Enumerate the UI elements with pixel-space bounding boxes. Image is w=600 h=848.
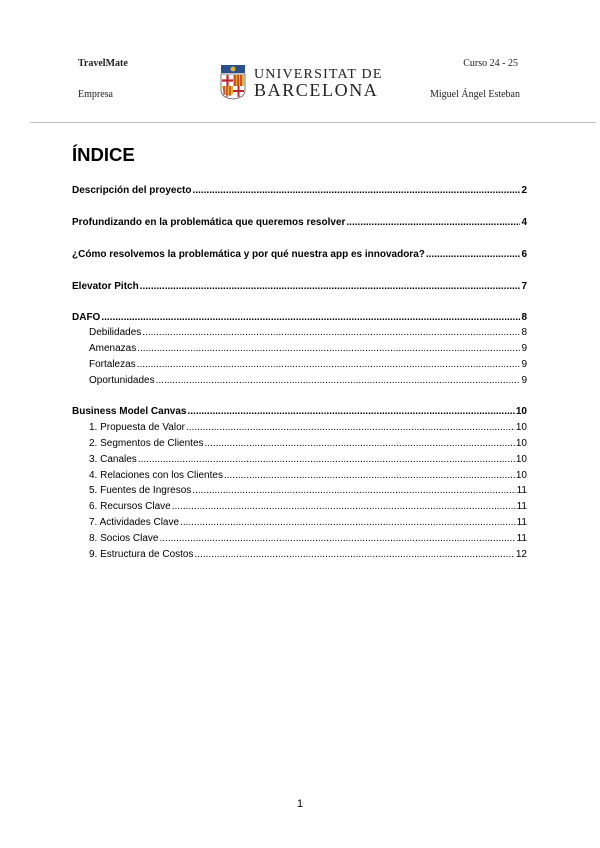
toc-entry-page: 9 (521, 375, 527, 386)
toc-leader-dots (101, 311, 520, 324)
toc-entry-label: Business Model Canvas (72, 406, 187, 417)
toc-leader-dots (192, 184, 520, 197)
logo-line-2: BARCELONA (254, 80, 379, 100)
toc-leader-dots (186, 421, 515, 434)
university-seal-icon (220, 64, 246, 100)
toc-entry-page: 11 (516, 501, 527, 512)
toc-subentry[interactable] (89, 437, 527, 450)
toc-subentry[interactable] (89, 532, 527, 545)
toc-entry-label: 5. Fuentes de Ingresos (89, 485, 192, 496)
toc-entry-label: 7. Actividades Clave (89, 517, 180, 528)
toc-subentry[interactable] (89, 326, 527, 339)
toc-entry-label: 1. Propuesta de Valor (89, 422, 185, 433)
toc-leader-dots (346, 216, 520, 229)
toc-leader-dots (224, 469, 515, 482)
toc-leader-dots (187, 405, 514, 418)
header-divider (30, 122, 596, 123)
toc-entry-page: 10 (515, 406, 527, 417)
toc-entry-page: 6 (521, 249, 527, 260)
toc-entry-label: Debilidades (89, 327, 142, 338)
toc-entry[interactable] (72, 405, 527, 418)
toc-leader-dots (426, 248, 521, 261)
toc-entry-page: 10 (515, 438, 527, 449)
toc-subentry[interactable] (89, 500, 527, 513)
header-section-label: Empresa (78, 89, 113, 100)
toc-entry-page: 10 (515, 470, 527, 481)
toc-entry-label: 6. Recursos Clave (89, 501, 171, 512)
toc-leader-dots (140, 280, 521, 293)
toc-leader-dots (142, 326, 520, 339)
toc-subentry[interactable] (89, 469, 527, 482)
toc-leader-dots (137, 342, 520, 355)
toc-subentry[interactable] (89, 374, 527, 387)
toc-entry[interactable] (72, 248, 527, 261)
toc-entry-page: 11 (516, 533, 527, 544)
toc-entry[interactable] (72, 184, 527, 197)
toc-entry-label: Amenazas (89, 343, 137, 354)
page-number: 1 (296, 798, 304, 810)
toc-entry-label: Descripción del proyecto (72, 185, 192, 196)
toc-entry-page: 2 (521, 185, 527, 196)
toc-entry-label: DAFO (72, 312, 101, 323)
toc-subentry[interactable] (89, 421, 527, 434)
toc-entry-page: 11 (516, 517, 527, 528)
logo-line-1: UNIVERSITAT DE (254, 67, 383, 82)
toc-leader-dots (172, 500, 516, 513)
toc-entry-page: 4 (521, 217, 527, 228)
toc-entry-page: 11 (516, 485, 527, 496)
toc-subentry[interactable] (89, 484, 527, 497)
toc-leader-dots (192, 484, 515, 497)
toc-leader-dots (180, 516, 516, 529)
header-course: Curso 24 - 25 (463, 58, 518, 69)
toc-leader-dots (156, 374, 521, 387)
toc-entry-page: 12 (515, 549, 527, 560)
toc-entry-label: ¿Cómo resolvemos la problemática y por qué nuestra app es innovadora? (72, 249, 425, 260)
toc-entry-label: 4. Relaciones con los Clientes (89, 470, 223, 481)
toc-entry-label: 3. Canales (89, 454, 137, 465)
toc-entry-label: 2. Segmentos de Clientes (89, 438, 204, 449)
toc-entry[interactable] (72, 311, 527, 324)
toc-entry-label: Fortalezas (89, 359, 136, 370)
toc-entry-page: 8 (521, 327, 527, 338)
toc-entry-label: Profundizando en la problemática que queremos resolver (72, 217, 346, 228)
toc-entry[interactable] (72, 280, 527, 293)
toc-entry-page: 7 (521, 281, 527, 292)
toc-subentry[interactable] (89, 453, 527, 466)
toc-title: ÍNDICE (72, 144, 135, 165)
header-project-name: TravelMate (78, 58, 128, 69)
toc-leader-dots (138, 453, 515, 466)
toc-entry-label: Oportunidades (89, 375, 155, 386)
toc-subentry[interactable] (89, 342, 527, 355)
toc-entry-label: Elevator Pitch (72, 281, 139, 292)
toc-entry-page: 10 (515, 454, 527, 465)
toc-entry[interactable] (72, 216, 527, 229)
header-author: Miguel Ángel Esteban (430, 89, 520, 100)
toc-leader-dots (137, 358, 521, 371)
toc-leader-dots (195, 548, 515, 561)
toc-entry-label: 8. Socios Clave (89, 533, 159, 544)
toc-leader-dots (205, 437, 515, 450)
toc-subentry[interactable] (89, 358, 527, 371)
toc-subentry[interactable] (89, 548, 527, 561)
toc-subentry[interactable] (89, 516, 527, 529)
toc-entry-label: 9. Estructura de Costos (89, 549, 194, 560)
toc-entry-page: 10 (515, 422, 527, 433)
toc-entry-page: 9 (521, 359, 527, 370)
university-logo (220, 64, 383, 104)
page-header (0, 0, 600, 123)
toc-leader-dots (159, 532, 515, 545)
toc-entry-page: 9 (521, 343, 527, 354)
toc-entry-page: 8 (521, 312, 527, 323)
